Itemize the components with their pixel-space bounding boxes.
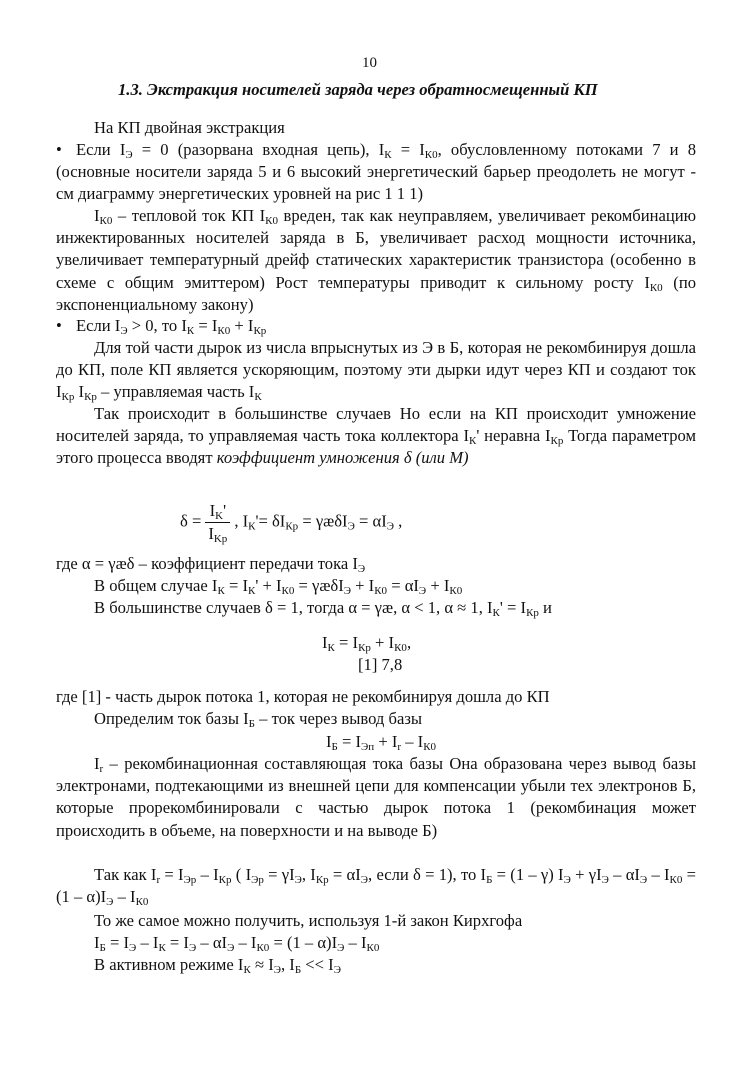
paragraph-base-current: Определим ток базы $I_Б$ – ток через вывод базы: [94, 709, 423, 730]
paragraph-general-case: В общем случае $I_К = I_К' + I_{К0}$ = γæδI$_Э$ + $I_{К0} = \alpha I_Э + I_{К0}$: [94, 576, 463, 597]
formula-collector-current: $I_К = I_{Кр} + I_{К0}$,: [322, 633, 412, 654]
bullet-positive-emitter-current: • Если $I_Э > 0$, то $I_К = I_{К0} + I_{Кр}$: [56, 315, 696, 337]
paragraph-active-mode: В активном режиме $I_К \approx I_Э$, $I_Б << I_Э$: [94, 955, 341, 976]
paragraph-most-cases: В большинстве случаев δ = 1, тогда α = γæ, α < 1, α ≈ 1, $I_К' = I_{Кр}$ и: [94, 598, 552, 619]
formula-kirchhoff: $I_Б = I_Э - I_К = I_Э - \alpha I_Э - I_{К0} = (1 - \alpha)I_Э - I_{К0}$: [94, 933, 380, 954]
paragraph-derivation: Так как $I_r = I_{Эр} - I_{Кр}$ ( $I_{Эр} = \gamma I_Э$, $I_{Кр} = \alpha I_Э$, если δ = 1), то $I_Б = (1 - \gamma) I_Э + \gamma I_Э - \alpha I_Э - I_{К0} = (1 - \alpha)I_Э - I_{К0}$: [56, 865, 697, 909]
formula-multiplication-coefficient: δ = $\frac{I_K'}{I_{Kp}}$ , $I_К'= \delta I_{Кр}$ = γæδI$_Э$ = $\alpha I_Э$ ,: [180, 501, 403, 546]
paragraph-intro: На КП двойная экстракция: [94, 118, 285, 137]
bullet-zero-emitter-current: • Если $I_Э = 0$ (разорвана входная цепь), $I_К = I_{К0}$, обусловленному потоками 7 и 8 (основные носители заряда 5 и 6 высокий энергетический барьер преодолеть не могут - см диаграмму энергетических уровней на рис 1 1 1): [56, 139, 696, 206]
paragraph-alpha-definition: где α = γæδ – коэффициент передачи тока $I_Э$: [56, 554, 366, 575]
paragraph-kirchhoff: То же самое можно получить, используя 1-й закон Кирхгофа: [94, 911, 523, 930]
paragraph-thermal-current: $I_{К0}$ – тепловой ток КП $I_{К0}$ вреден, так как неуправляем, увеличивает рекомбинацию инжектированных носителей заряда в Б, увеличивает расход мощности источника, увеличивает температурный дрейф статических характеристик транзистора (особенно в схеме с общим эмиттером) Рост температуры приводит к сильному росту $I_{К0}$ (по экспоненциальному закону): [56, 206, 697, 314]
formula-base-current: $I_Б = I_{Эп} + I_r - I_{К0}$: [326, 732, 437, 753]
section-heading: 1.3. Экстракция носителей заряда через обратносмещенный КП: [118, 80, 598, 99]
formula-reference: [1] 7,8: [358, 655, 403, 674]
paragraph-multiplication: Так происходит в большинстве случаев Но если на КП происходит умножение носителей заряда, то управляемая часть тока коллектора $I_К'$ неравна $I_{Кр}$ Тогда параметром этого процесса вводят коэффициент умножения δ (или M): [56, 404, 696, 468]
page-number: 10: [362, 55, 377, 71]
paragraph-recombination: $I_r$ – рекомбинационная составляющая тока базы Она образована через вывод базы электронами, подтекающими из внешней цепи для компенсации убыли тех электронов Б, которые прорекомбинировали с частью дырок потока 1 (рекомбинация может происходить в объеме, на поверхности и на выводе Б): [56, 754, 696, 840]
paragraph-holes-collector: Для той части дырок из числа впрыснутых из Э в Б, которая не рекомбинируя дошла до КП, поле КП является ускоряющим, поэтому эти дырки идут через КП и создают ток $I_{Кр}$ $I_{Кр}$ – управляемая часть $I_К$: [56, 338, 696, 404]
paragraph-reference-note: где [1] - часть дырок потока 1, которая не рекомбинируя дошла до КП: [56, 687, 550, 706]
